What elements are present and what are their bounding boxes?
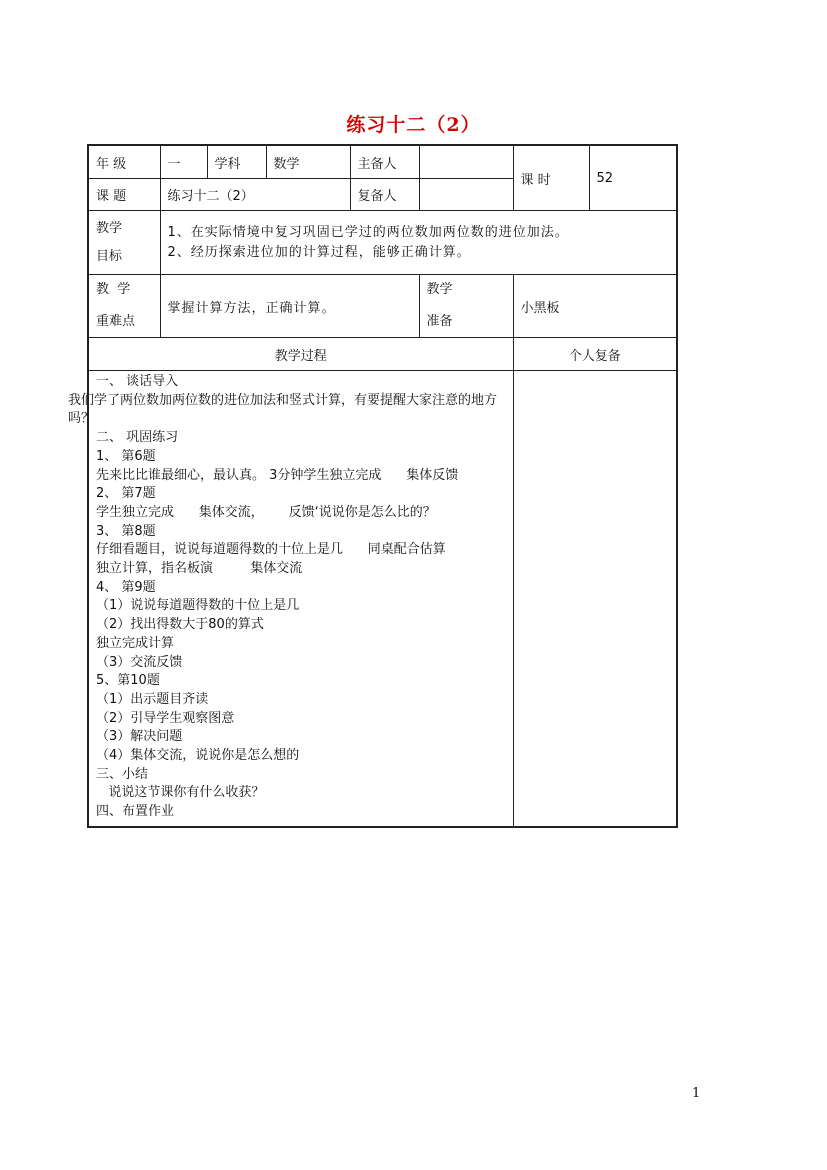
process-line: 先来比比谁最细心，最认真。 3分钟学生独立完成 集体反馈 xyxy=(96,467,459,483)
process-line: （2）找出得数大于80的算式 xyxy=(96,617,264,633)
process-line: 说说这节课你有什么收获？ xyxy=(96,785,265,801)
process-line: 独立完成计算 xyxy=(96,635,175,651)
process-line: 独立计算，指名板演 集体交流 xyxy=(96,561,303,577)
main-prep-label: 主备人 xyxy=(350,145,419,179)
process-line: 2、 第7题 xyxy=(96,486,156,502)
topic-value: 练习十二（2） xyxy=(160,179,350,211)
process-header: 教学过程 xyxy=(88,338,513,371)
goals-content xyxy=(160,211,677,275)
key-points-label-line1: 教 学 xyxy=(96,282,131,297)
process-line: 4、 第9题 xyxy=(96,579,156,595)
process-line: 5、第10题 xyxy=(96,673,160,689)
process-line: （1）说说每道题得数的十位上是几 xyxy=(96,598,300,614)
process-line: （1）出示题目齐读 xyxy=(96,691,209,707)
subject-label: 学科 xyxy=(207,145,266,179)
goal-item: 2、经历探索进位加的计算过程，能够正确计算。 xyxy=(167,244,471,260)
goal-item: 1、在实际情境中复习巩固已学过的两位数加两位数的进位加法。 xyxy=(167,224,569,240)
process-line: 我们学了两位数加两位数的进位加法和竖式计算，有要提醒大家注意的地方吗？ xyxy=(68,392,498,427)
review-prep-value xyxy=(419,179,513,211)
process-line: 三、小结 xyxy=(96,766,149,782)
grade-value: 一 xyxy=(160,145,207,179)
prep-label-line2: 准备 xyxy=(426,314,453,329)
process-line: 1、 第6题 xyxy=(96,448,156,464)
personal-notes-content xyxy=(513,371,677,827)
prep-value: 小黑板 xyxy=(513,275,677,338)
process-line: （3）解决问题 xyxy=(96,729,183,745)
lesson-hours-label: 课 时 xyxy=(513,145,589,211)
goals-label-line2: 目标 xyxy=(96,248,123,264)
prep-label xyxy=(419,275,513,338)
key-points-label xyxy=(88,275,160,338)
process-line: （3）交流反馈 xyxy=(96,654,183,670)
process-line: 仔细看题目，说说每道题得数的十位上是几 同桌配合估算 xyxy=(96,542,446,558)
lesson-hours-value: 52 xyxy=(589,145,677,211)
goals-label xyxy=(88,211,160,275)
document-title: 练习十二（2） xyxy=(346,114,481,136)
main-prep-value xyxy=(419,145,513,179)
process-line: 一、 谈话导入 xyxy=(96,374,179,389)
lesson-plan-table xyxy=(68,144,678,828)
teaching-process xyxy=(68,371,513,827)
personal-notes-header: 个人复备 xyxy=(513,338,677,371)
review-prep-label: 复备人 xyxy=(350,179,419,211)
key-points-label-line2: 重难点 xyxy=(96,314,136,329)
goals-label-line1: 教学 xyxy=(96,220,123,236)
process-line: （2）引导学生观察图意 xyxy=(96,710,235,726)
process-line: 3、 第8题 xyxy=(96,523,156,539)
grade-label: 年 级 xyxy=(88,145,160,179)
process-line: 二、 巩固练习 xyxy=(96,430,179,446)
subject-value: 数学 xyxy=(266,145,350,179)
page-number: 1 xyxy=(692,1086,701,1101)
process-line: 四、布置作业 xyxy=(96,804,175,820)
process-line: （4）集体交流，说说你是怎么想的 xyxy=(96,748,300,764)
topic-label: 课 题 xyxy=(88,179,160,211)
prep-label-line1: 教学 xyxy=(426,282,453,297)
process-line: 学生独立完成 集体交流， 反馈‘说说你是怎么比的？ xyxy=(96,504,436,520)
key-points-value: 掌握计算方法，正确计算。 xyxy=(160,275,419,338)
